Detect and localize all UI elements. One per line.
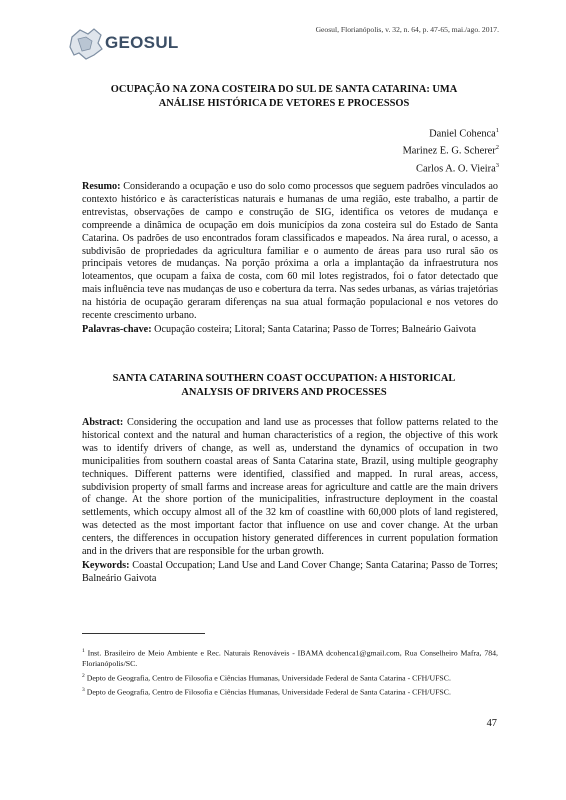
- article-title-en: [70, 372, 498, 400]
- footnote-mark: 3: [82, 686, 85, 693]
- keywords: [82, 560, 498, 586]
- keywords-label: Keywords:: [82, 559, 130, 571]
- author-3: [403, 159, 499, 176]
- journal-reference: Geosul, Florianópolis, v. 32, n. 64, p. 47-65, mai./ago. 2017.: [315, 25, 499, 34]
- footnote-text: Inst. Brasileiro de Meio Ambiente e Rec. Naturais Renováveis - IBAMA dcohenca1@gmail.com, Rua Conselheiro Mafra, 784, Florianópolis/SC.: [82, 648, 499, 669]
- page-number: 47: [486, 718, 497, 729]
- footnote-text: Depto de Geografia, Centro de Filosofia e Ciências Humanas, Universidade Federal de Santa Catarina - CFH/UFSC.: [86, 673, 451, 683]
- author-list: [403, 124, 499, 176]
- footnote-3: [82, 685, 498, 698]
- author-footnote-mark: 1: [495, 127, 499, 134]
- author-2: [403, 141, 499, 158]
- resumo-label: Resumo:: [82, 181, 121, 192]
- abstract-paragraph: [82, 417, 498, 559]
- author-name: Daniel Cohenca: [429, 128, 496, 140]
- resumo-paragraph: [82, 181, 498, 323]
- logo-text: GEOSUL: [105, 33, 179, 52]
- author-footnote-mark: 2: [495, 144, 499, 152]
- article-title-pt: [70, 83, 498, 111]
- footnote-1: [82, 646, 498, 670]
- palavras-chave-label: Palavras-chave:: [82, 323, 152, 335]
- title-en-line-2: ANALYSIS OF DRIVERS AND PROCESSES: [181, 387, 387, 398]
- author-name: Marinez E. G. Scherer: [402, 145, 496, 157]
- footnote-2: [82, 671, 498, 684]
- palavras-chave: [82, 324, 498, 337]
- author-footnote-mark: 3: [495, 161, 499, 169]
- author-name: Carlos A. O. Vieira: [416, 163, 496, 175]
- footnotes: [82, 646, 498, 699]
- title-pt-line-2: ANÁLISE HISTÓRICA DE VETORES E PROCESSOS: [158, 98, 410, 109]
- footnote-divider: [82, 633, 205, 634]
- title-pt-line-1: OCUPAÇÃO NA ZONA COSTEIRA DO SUL DE SANTA CATARINA: UMA: [110, 84, 458, 95]
- journal-logo: [68, 25, 179, 63]
- resumo-text: Considerando a ocupação e uso do solo como processos que seguem padrões vinculados ao contexto histórico e às características naturais e humanas de uma região, este trabalho, a partir de entrevistas, observações de campo e construção de SIG, identifica os vetores de mudança e compreende a dinâmica de ocupação em dois municípios da zona costeira sul do Estado de Santa Catarina. Os padrões de uso encontrados foram classificados e mapeados. Na área rural, o acesso, a subdivisão de propriedades da agricultura familiar e o aumento de áreas para uso rural são os principais vetores de mudanças. Na porção próxima a orla a implantação da infraestrutura nos loteamentos, que ocupam a faixa de costa, com 60 mil lotes registrados, foi o fator detectado que mais influência teve nas mudanças de uso e cobertura da terra. Nas sedes urbanas, as várias trajetórias na história de ocupação geraram diferenças na sua atual formação populacional e nos vetores do recente crescimento urbano.: [82, 181, 498, 322]
- footnote-mark: 1: [82, 648, 85, 654]
- footnote-mark: 2: [82, 672, 85, 679]
- keywords-text: Coastal Occupation; Land Use and Land Cover Change; Santa Catarina; Passo de Torres; Balneário Gaivota: [82, 559, 498, 584]
- footnote-text: Depto de Geografia, Centro de Filosofia e Ciências Humanas, Universidade Federal de Santa Catarina - CFH/UFSC.: [86, 687, 451, 697]
- abstract-section: [82, 417, 498, 586]
- resumo-section: [82, 181, 498, 337]
- abstract-label: Abstract:: [82, 417, 124, 428]
- abstract-text: Considering the occupation and land use as processes that follow patterns related to the historical context and the natural and human characteristics of a region, the objective of this work was to identify drivers of change, as well as, understand the dynamics of occupation in two municipalities from southern coastal areas of Santa Catarina state, Brazil, using multiple geography techniques. Different patterns were identified, classified and mapped. In rural areas, access, subdivision property of small farms and increase areas for agriculture and cattle are the main drivers of change. At the shore portion of the municipalities, infrastructure deployment in the coastal settlements, which occupy almost all of the 32 km of coastline with 60,000 plots of land registered, was detected as the most important factor that influence on use and cover change. At the urban centers, the differences in occupation history generated differences in current population formation and in the drivers that are responsible for the urban growth.: [82, 417, 498, 558]
- palavras-chave-text: Ocupação costeira; Litoral; Santa Catarina; Passo de Torres; Balneário Gaivota: [154, 323, 477, 335]
- title-en-line-1: SANTA CATARINA SOUTHERN COAST OCCUPATION: A HISTORICAL: [112, 373, 456, 384]
- author-1: [403, 124, 499, 141]
